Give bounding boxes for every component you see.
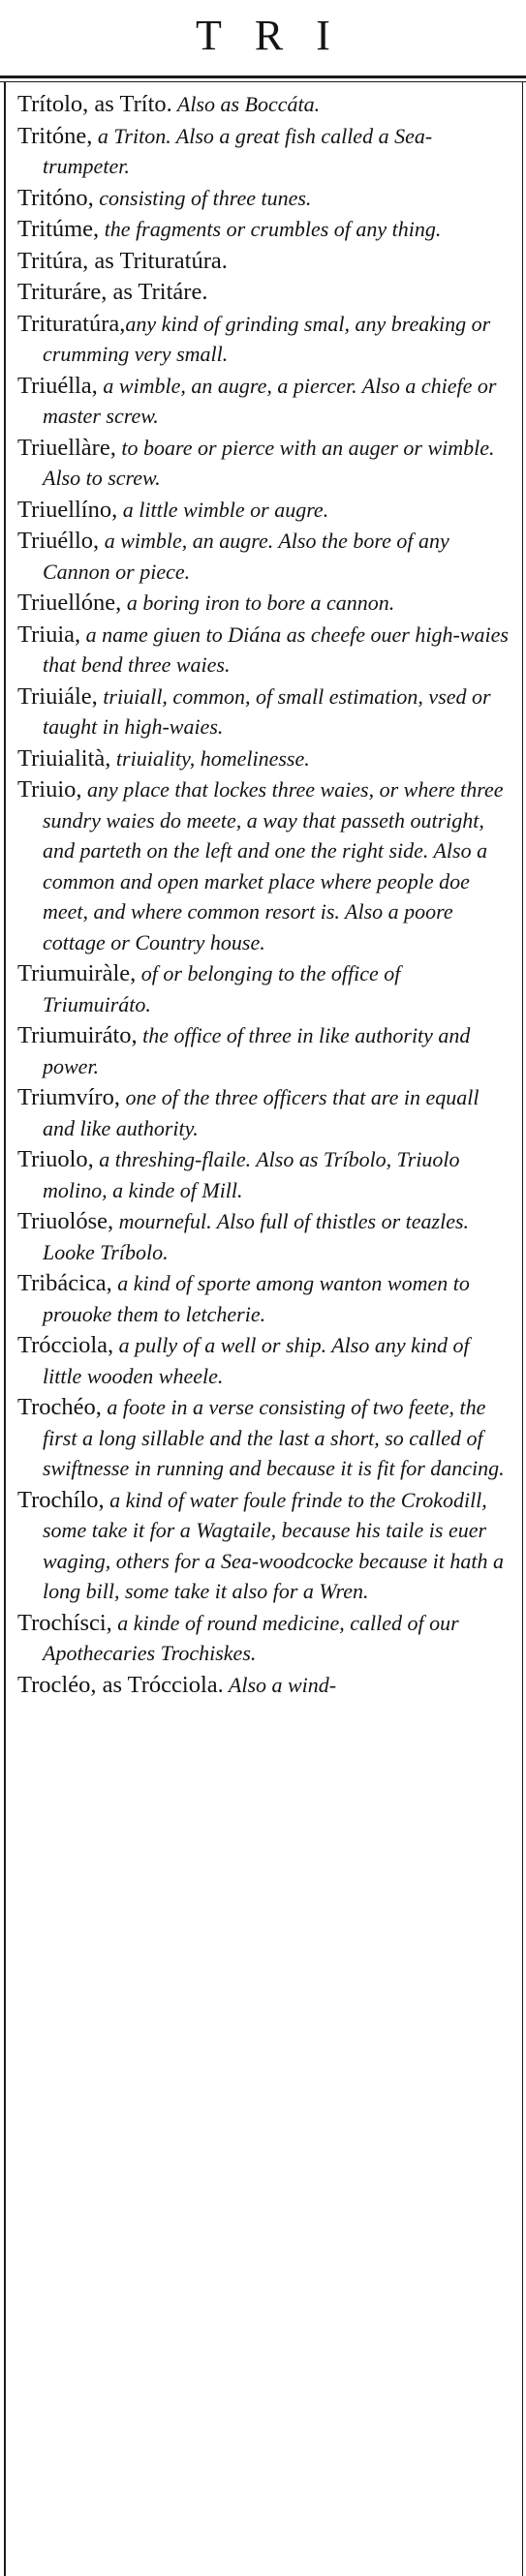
dictionary-entry <box>17 495 513 526</box>
entry-definition: of or belonging to the office of Triumuiráto. <box>43 961 401 1016</box>
dictionary-entry <box>17 620 513 681</box>
entry-headword: Tritóne, <box>17 122 93 149</box>
column-rule-left <box>4 81 6 2576</box>
entry-headword: Triuiále, <box>17 682 98 710</box>
entry-definition: a kinde of round medicine, called of our Apothecaries Trochiskes. <box>43 1610 459 1665</box>
entry-definition: a wimble, an augre. Also the bore of any Cannon or piece. <box>43 529 449 584</box>
dictionary-entry <box>17 958 513 1019</box>
entry-headword: Tribácica, <box>17 1270 112 1296</box>
entry-definition: a little wimble or augre. <box>117 497 329 522</box>
dictionary-entry <box>17 433 513 494</box>
entry-definition: a wimble, an augre, a piercer. Also a chiefe or master screw. <box>43 373 497 428</box>
dictionary-entry <box>17 1608 513 1669</box>
entry-definition: mourneful. Also full of thistles or teazles. Looke Tríbolo. <box>43 1209 470 1264</box>
entry-headword: Tritúra, as Trituratúra. <box>17 247 228 274</box>
entry-headword: Trochéo, <box>17 1394 102 1420</box>
entry-headword: Triuio, <box>17 776 82 803</box>
dictionary-entry <box>17 246 513 277</box>
entry-definition: a name giuen to Diána as cheefe ouer high-waies that bend three waies. <box>43 621 509 677</box>
dictionary-entry <box>17 89 513 120</box>
entry-headword: Tritóno, <box>17 184 94 211</box>
entry-headword: Triuellàre, <box>17 434 116 461</box>
entry-headword: Triuéllo, <box>17 528 100 554</box>
dictionary-entry <box>17 371 513 432</box>
dictionary-entry <box>17 1082 513 1143</box>
entry-headword: Trochílo, <box>17 1486 105 1513</box>
dictionary-entry <box>17 1485 513 1607</box>
entry-definition: a kind of water foule frinde to the Crokodill, some take it for a Wagtaile, because his taile is euer waging, others for a Sea-woodcocke because it hath a long bill, some take it also for a Wren. <box>43 1487 504 1603</box>
entry-headword: Triumvíro, <box>17 1084 120 1110</box>
entry-headword: Trochísci, <box>17 1609 112 1636</box>
dictionary-entry <box>17 1392 513 1484</box>
entry-definition: to boare or pierce with an auger or wimble. Also to screw. <box>43 435 495 490</box>
entry-headword: Triuellóne, <box>17 590 122 616</box>
dictionary-entry <box>17 277 513 308</box>
entry-definition: the office of three in like authority and power. <box>43 1023 471 1078</box>
entry-headword: Trítolo, as Tríto. <box>17 91 172 117</box>
entry-headword: Triuolo, <box>17 1146 94 1172</box>
entry-definition: any place that lockes three waies, or where three sundry waies do meete, a way that passeth outright, and parteth on the left and one the right side. Also a common and open market place where people doe meet, and where common resort is. Also a poore cottage or Country house. <box>43 777 504 955</box>
entry-headword: Trituráre, as Tritáre. <box>17 279 208 305</box>
dictionary-entry <box>17 743 513 774</box>
entry-definition: triuiality, homelinesse. <box>110 745 310 771</box>
dictionary-entry <box>17 1144 513 1205</box>
entry-headword: Tritúme, <box>17 216 100 242</box>
entry-headword: Triumuiràle, <box>17 960 137 986</box>
dictionary-entry <box>17 183 513 214</box>
column-rule-right <box>522 81 523 2576</box>
entry-headword: Triuolóse, <box>17 1208 114 1234</box>
dictionary-entry <box>17 588 513 619</box>
dictionary-entry <box>17 214 513 245</box>
dictionary-entry <box>17 1206 513 1267</box>
entry-definition: a Triton. Also a great fish called a Sea-trumpeter. <box>43 123 433 178</box>
dictionary-entry <box>17 309 513 370</box>
entry-definition: a boring iron to bore a cannon. <box>121 591 395 615</box>
dictionary-entry <box>17 1330 513 1391</box>
dictionary-entry <box>17 774 513 957</box>
entry-definition: the fragments or crumbles of any thing. <box>99 217 442 241</box>
entry-definition: a kind of sporte among wanton women to prouoke them to letcherie. <box>43 1271 470 1326</box>
dictionary-entry <box>17 121 513 182</box>
dictionary-entry <box>17 1020 513 1081</box>
entry-headword: Triuellíno, <box>17 496 118 523</box>
entry-headword: Trocléo, as Trócciola. <box>17 1671 224 1698</box>
header-rule-thin <box>0 81 526 82</box>
entry-definition: any kind of grinding smal, any breaking or crumming very small. <box>43 311 491 366</box>
entry-headword: Triuélla, <box>17 372 98 399</box>
entry-definition: triuiall, common, of small estimation, vsed or taught in high-waies. <box>43 683 491 739</box>
entry-definition: consisting of three tunes. <box>93 185 312 210</box>
page-header-title: TRI <box>196 12 363 59</box>
entry-definition: Also a wind- <box>223 1672 337 1697</box>
entry-headword: Trócciola, <box>17 1332 114 1358</box>
dictionary-entry-list <box>17 89 513 1701</box>
entry-headword: Triuialità, <box>17 744 111 772</box>
header-rule <box>0 76 526 78</box>
entry-headword: Trituratúra, <box>17 310 126 337</box>
entry-definition: Also as Boccáta. <box>171 92 321 116</box>
entry-definition: one of the three officers that are in equall and like authority. <box>43 1085 480 1140</box>
entry-definition: a foote in a verse consisting of two feete, the first a long sillable and the last a short, so called of swiftnesse in running and because it is fit for dancing. <box>43 1395 505 1480</box>
entry-definition: a pully of a well or ship. Also any kind of little wooden wheele. <box>43 1333 470 1388</box>
dictionary-entry <box>17 1268 513 1329</box>
entry-definition: a threshing-flaile. Also as Tríbolo, Triuolo molino, a kinde of Mill. <box>43 1147 460 1202</box>
dictionary-entry <box>17 682 513 742</box>
dictionary-entry <box>17 1670 513 1701</box>
entry-headword: Triuia, <box>17 621 81 648</box>
entry-headword: Triumuiráto, <box>17 1022 138 1048</box>
dictionary-entry <box>17 526 513 587</box>
